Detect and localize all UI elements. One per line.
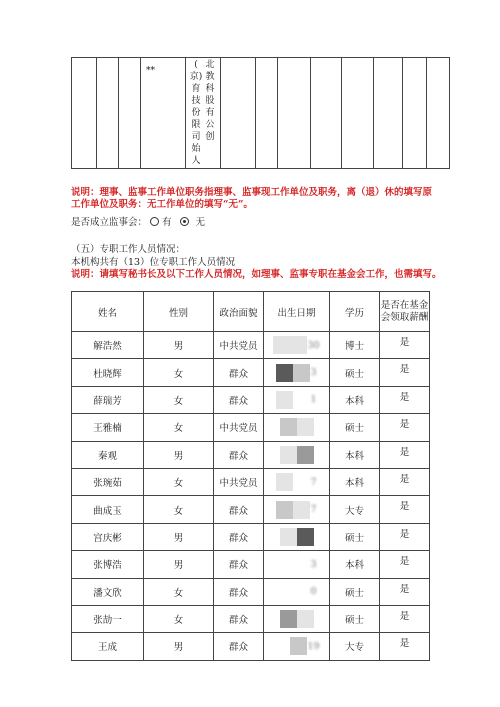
redacted-dob: [273, 340, 319, 351]
header-education: 学历: [330, 292, 380, 332]
staff-paid: 是: [380, 441, 430, 468]
staff-name: 王成: [72, 633, 144, 660]
redacted-dob: [280, 614, 314, 625]
staff-political: 群众: [214, 551, 264, 578]
staff-table-header: [72, 292, 430, 332]
staff-name: 潘文欣: [72, 578, 144, 605]
section-title: （五）专职工作人员情况：: [71, 244, 186, 255]
header-paid: 是否在基金会领取薪酬: [380, 292, 430, 332]
staff-political: 中共党员: [214, 332, 264, 359]
char: 限: [191, 120, 201, 130]
staff-dob: [264, 441, 330, 468]
dob-visible-fragment: 19: [307, 640, 320, 652]
staff-paid: 是: [380, 414, 430, 441]
staff-name: 曲成玉: [72, 496, 144, 523]
redaction-block: [273, 637, 290, 655]
char: 创: [205, 132, 215, 142]
staff-dob: [264, 633, 330, 660]
redaction-block: [293, 501, 310, 519]
staff-political: 群众: [214, 386, 264, 413]
staff-paid: 是: [380, 468, 430, 495]
redacted-dob: [280, 422, 314, 433]
cell: [72, 58, 97, 169]
staff-dob: [264, 551, 330, 578]
director-table-fragment: [71, 57, 450, 169]
company-name-vertical: [186, 58, 220, 168]
staff-name: 张琬茹: [72, 468, 144, 495]
staff-political: 群众: [214, 523, 264, 550]
staff-political: 群众: [214, 496, 264, 523]
staff-note: 说明：请填写秘书长及以下工作人员情况，如理事、监事专职在基金会工作，也需填写。: [71, 269, 442, 280]
cell: [342, 58, 374, 169]
note-director-2: 工作单位及职务：无工作单位的填写“无”。: [71, 199, 253, 210]
table-row: [72, 496, 430, 523]
redaction-block: [297, 528, 314, 546]
char: [203, 143, 217, 167]
cell: [403, 58, 427, 169]
staff-paid: 是: [380, 359, 430, 386]
board-label: 是否成立监事会：: [71, 217, 148, 228]
redacted-dob: [276, 394, 316, 405]
staff-gender: 女: [144, 496, 214, 523]
redaction-block: [297, 446, 314, 464]
char: 份: [191, 108, 201, 118]
redaction-block: [290, 637, 307, 655]
char: 京): [189, 72, 203, 82]
radio-no[interactable]: [180, 217, 189, 226]
redacted-dob: [276, 559, 316, 570]
radio-yes-label: 有: [162, 217, 172, 228]
table-row: [72, 578, 430, 605]
staff-name: 杜晓辉: [72, 359, 144, 386]
char: 始人: [191, 144, 201, 166]
staff-count-line: 本机构共有（13）位专职工作人员情况: [71, 257, 236, 268]
staff-gender: 女: [144, 386, 214, 413]
redaction-block: [297, 610, 314, 628]
staff-paid: 是: [380, 551, 430, 578]
staff-education: 本科: [330, 551, 380, 578]
table-row: [72, 468, 430, 495]
redaction-block: [280, 446, 297, 464]
staff-gender: 男: [144, 551, 214, 578]
redaction-block: [276, 555, 293, 573]
staff-education: 大专: [330, 633, 380, 660]
staff-political: 群众: [214, 605, 264, 632]
redaction-block: [293, 364, 310, 382]
staff-name: 王雅楠: [72, 414, 144, 441]
dob-visible-fragment: 7: [310, 504, 317, 516]
staff-gender: 女: [144, 359, 214, 386]
staff-political: 群众: [214, 441, 264, 468]
cell: [119, 58, 141, 169]
dob-visible-fragment: 30: [307, 339, 320, 351]
char: 股: [205, 96, 215, 106]
char: 科: [205, 84, 215, 94]
char: 司: [191, 132, 201, 142]
staff-table-body: [72, 332, 430, 661]
redacted-dob: [276, 477, 316, 488]
staff-table: [71, 291, 430, 661]
staff-education: 硕士: [330, 359, 380, 386]
staff-political: 群众: [214, 633, 264, 660]
header-political: 政治面貌: [214, 292, 264, 332]
redaction-block: [280, 528, 297, 546]
staff-dob: [264, 605, 330, 632]
cell: [221, 58, 256, 169]
staff-gender: 女: [144, 578, 214, 605]
staff-name: 秦观: [72, 441, 144, 468]
company-cell: [186, 58, 221, 169]
staff-education: 本科: [330, 386, 380, 413]
dob-visible-fragment: 1: [310, 394, 317, 406]
redaction-block: [276, 364, 293, 382]
staff-name: 宫庆彬: [72, 523, 144, 550]
staff-name: 薛瑞芳: [72, 386, 144, 413]
char: 公: [205, 120, 215, 130]
staff-education: 硕士: [330, 578, 380, 605]
radio-no-label: 无: [195, 217, 206, 228]
staff-name: 张博浩: [72, 551, 144, 578]
table-row: [72, 332, 430, 359]
supervisory-board-question: [71, 214, 205, 228]
staff-name: 解浩然: [72, 332, 144, 359]
redaction-block: [276, 501, 293, 519]
staff-paid: 是: [380, 578, 430, 605]
staff-education: 博士: [330, 332, 380, 359]
staff-political: 中共党员: [214, 414, 264, 441]
staff-dob: [264, 386, 330, 413]
dob-visible-fragment: 3: [310, 558, 317, 570]
staff-gender: 男: [144, 523, 214, 550]
redaction-block: [280, 610, 297, 628]
table-row: [72, 633, 430, 660]
staff-name: 张劼一: [72, 605, 144, 632]
char: 有: [205, 108, 215, 118]
redaction-block: [293, 391, 310, 409]
table-row: [72, 551, 430, 578]
char: 育: [191, 84, 201, 94]
table-row: [72, 414, 430, 441]
char: 教: [205, 72, 215, 82]
redaction-block: [293, 473, 310, 491]
staff-paid: 是: [380, 633, 430, 660]
char: 技: [191, 96, 201, 106]
staff-education: 硕士: [330, 523, 380, 550]
cell: [278, 58, 311, 169]
cell: [427, 58, 450, 169]
redacted-dob: [273, 641, 319, 652]
dob-visible-fragment: 7: [310, 476, 317, 488]
staff-gender: 女: [144, 414, 214, 441]
staff-paid: 是: [380, 332, 430, 359]
char: (: [194, 60, 198, 70]
header-gender: 性别: [144, 292, 214, 332]
staff-gender: 男: [144, 633, 214, 660]
staff-paid: 是: [380, 496, 430, 523]
staff-political: 中共党员: [214, 468, 264, 495]
staff-dob: [264, 468, 330, 495]
radio-yes[interactable]: [150, 217, 159, 226]
staff-paid: 是: [380, 523, 430, 550]
staff-dob: [264, 332, 330, 359]
cell: [311, 58, 342, 169]
redaction-block: [297, 418, 314, 436]
redaction-block: [293, 555, 310, 573]
staff-dob: [264, 496, 330, 523]
staff-dob: [264, 359, 330, 386]
staff-paid: 是: [380, 386, 430, 413]
staff-dob: [264, 414, 330, 441]
staff-paid: 是: [380, 605, 430, 632]
table-row: [72, 605, 430, 632]
redaction-block: [273, 336, 290, 354]
table-row: [72, 359, 430, 386]
staff-gender: 男: [144, 332, 214, 359]
redaction-block: [276, 391, 293, 409]
redacted-dob: [280, 531, 314, 542]
header-dob: 出生日期: [264, 292, 330, 332]
redacted-dob: [276, 504, 316, 515]
staff-dob: [264, 578, 330, 605]
redaction-block: [280, 418, 297, 436]
dob-visible-fragment: 3: [310, 367, 317, 379]
redaction-block: [276, 583, 293, 601]
staff-gender: 女: [144, 468, 214, 495]
masked-value: **: [146, 66, 155, 76]
staff-dob: [264, 523, 330, 550]
table-row: [72, 523, 430, 550]
redaction-block: [293, 583, 310, 601]
staff-education: 硕士: [330, 414, 380, 441]
redacted-dob: [280, 449, 314, 460]
char: 北: [205, 60, 215, 70]
table-row: [72, 386, 430, 413]
redaction-block: [290, 336, 307, 354]
staff-political: 群众: [214, 359, 264, 386]
cell: [97, 58, 119, 169]
staff-education: 本科: [330, 468, 380, 495]
note-director-1: 说明：理事、监事工作单位职务指理事、监事现工作单位及职务，离（退）休的填写原: [71, 187, 433, 198]
cell: [256, 58, 278, 169]
staff-education: 硕士: [330, 605, 380, 632]
staff-gender: 男: [144, 441, 214, 468]
table-row: [72, 441, 430, 468]
staff-education: 本科: [330, 441, 380, 468]
dob-visible-fragment: 0: [310, 586, 317, 598]
redaction-block: [276, 473, 293, 491]
staff-political: 群众: [214, 578, 264, 605]
redacted-dob: [276, 367, 316, 378]
staff-gender: 女: [144, 605, 214, 632]
cell: [374, 58, 403, 169]
masked-name-cell: [141, 58, 186, 169]
staff-education: 大专: [330, 496, 380, 523]
header-name: 姓名: [72, 292, 144, 332]
redacted-dob: [276, 586, 316, 597]
